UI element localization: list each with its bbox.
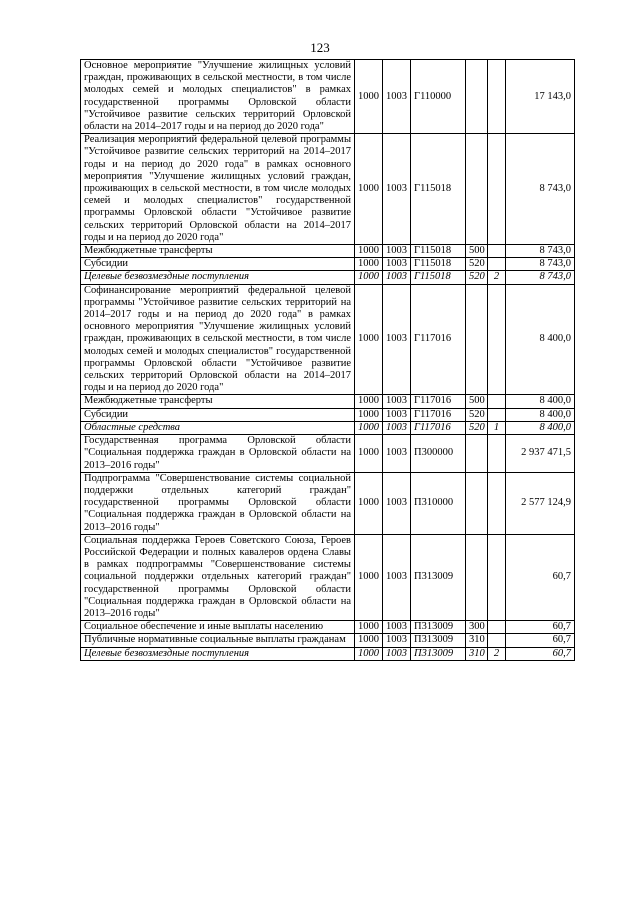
table-row [81, 435, 575, 473]
target-article-cell: П313009 [411, 534, 466, 620]
subsection-code-cell: 1003 [383, 534, 411, 620]
row-name-cell: Субсидии [81, 258, 355, 271]
expense-type-cell: 520 [466, 271, 488, 284]
amount-cell: 8 743,0 [506, 271, 575, 284]
target-article-cell: Г110000 [411, 60, 466, 134]
amount-cell: 60,7 [506, 634, 575, 647]
expense-type-cell: 310 [466, 634, 488, 647]
expense-type-cell [466, 534, 488, 620]
expense-type-cell [466, 134, 488, 245]
subsection-code-cell: 1003 [383, 395, 411, 408]
funding-source-cell [488, 621, 506, 634]
expense-type-cell: 310 [466, 647, 488, 660]
row-name-cell: Целевые безвозмездные поступления [81, 647, 355, 660]
subsection-code-cell: 1003 [383, 284, 411, 395]
row-name-cell: Целевые безвозмездные поступления [81, 271, 355, 284]
table-row [81, 472, 575, 534]
amount-cell: 8 400,0 [506, 395, 575, 408]
subsection-code-cell: 1003 [383, 621, 411, 634]
row-name-cell: Реализация мероприятий федеральной целевой программы "Устойчивое развитие сельских территорий на 2014–2017 годы и на период до 2020 года" в рамках основного мероприятия "Улучшение жилищных условий граждан, проживающих в сельской местности, в том числе молодых семей и молодых специалистов" государственной программы Орловской области "Устойчивое развитие сельских территорий Орловской области на 2014–2017 годы и на период до 2020 года" [81, 134, 355, 245]
expense-type-cell: 500 [466, 245, 488, 258]
subsection-code-cell: 1003 [383, 421, 411, 434]
section-code-cell: 1000 [355, 421, 383, 434]
expense-type-cell: 300 [466, 621, 488, 634]
row-name-cell: Основное мероприятие "Улучшение жилищных условий граждан, проживающих в сельской местности, в том числе молодых семей и молодых специалистов" в рамках государственной программы Орловской области "Устойчивое развитие сельских территорий Орловской области на 2014–2017 годы и на период до 2020 года" [81, 60, 355, 134]
funding-source-cell [488, 284, 506, 395]
budget-table [80, 59, 575, 661]
funding-source-cell [488, 258, 506, 271]
amount-cell: 60,7 [506, 534, 575, 620]
section-code-cell: 1000 [355, 245, 383, 258]
amount-cell: 2 937 471,5 [506, 435, 575, 473]
amount-cell: 8 743,0 [506, 245, 575, 258]
subsection-code-cell: 1003 [383, 271, 411, 284]
row-name-cell: Межбюджетные трансферты [81, 395, 355, 408]
expense-type-cell [466, 284, 488, 395]
section-code-cell: 1000 [355, 634, 383, 647]
row-name-cell: Публичные нормативные социальные выплаты гражданам [81, 634, 355, 647]
section-code-cell: 1000 [355, 472, 383, 534]
row-name-cell: Государственная программа Орловской области "Социальная поддержка граждан в Орловской области на 2013–2016 годы" [81, 435, 355, 473]
row-name-cell: Социальное обеспечение и иные выплаты населению [81, 621, 355, 634]
expense-type-cell: 520 [466, 408, 488, 421]
target-article-cell: П310000 [411, 472, 466, 534]
amount-cell: 17 143,0 [506, 60, 575, 134]
amount-cell: 60,7 [506, 647, 575, 660]
funding-source-cell [488, 245, 506, 258]
row-name-cell: Субсидии [81, 408, 355, 421]
target-article-cell: Г115018 [411, 258, 466, 271]
section-code-cell: 1000 [355, 435, 383, 473]
target-article-cell: Г115018 [411, 134, 466, 245]
funding-source-cell: 2 [488, 647, 506, 660]
subsection-code-cell: 1003 [383, 408, 411, 421]
subsection-code-cell: 1003 [383, 245, 411, 258]
table-row [81, 647, 575, 660]
funding-source-cell: 2 [488, 271, 506, 284]
section-code-cell: 1000 [355, 647, 383, 660]
target-article-cell: Г117016 [411, 408, 466, 421]
table-row [81, 395, 575, 408]
subsection-code-cell: 1003 [383, 435, 411, 473]
section-code-cell: 1000 [355, 408, 383, 421]
page-number: 123 [310, 40, 330, 55]
expense-type-cell [466, 435, 488, 473]
section-code-cell: 1000 [355, 258, 383, 271]
funding-source-cell [488, 435, 506, 473]
expense-type-cell [466, 60, 488, 134]
expense-type-cell: 500 [466, 395, 488, 408]
section-code-cell: 1000 [355, 534, 383, 620]
table-row [81, 60, 575, 134]
section-code-cell: 1000 [355, 271, 383, 284]
subsection-code-cell: 1003 [383, 647, 411, 660]
target-article-cell: П313009 [411, 621, 466, 634]
subsection-code-cell: 1003 [383, 60, 411, 134]
target-article-cell: Г115018 [411, 245, 466, 258]
funding-source-cell [488, 134, 506, 245]
table-row [81, 258, 575, 271]
table-row [81, 408, 575, 421]
funding-source-cell [488, 60, 506, 134]
section-code-cell: 1000 [355, 621, 383, 634]
table-row [81, 271, 575, 284]
expense-type-cell: 520 [466, 258, 488, 271]
row-name-cell: Социальная поддержка Героев Советского Союза, Героев Российской Федерации и полных кавалеров ордена Славы в рамках подпрограммы "Совершенствование системы социальной поддержки отдельных категорий граждан" государственной программы Орловской области "Социальная поддержка граждан в Орловской области на 2013–2016 годы" [81, 534, 355, 620]
table-row [81, 245, 575, 258]
subsection-code-cell: 1003 [383, 634, 411, 647]
amount-cell: 8 743,0 [506, 258, 575, 271]
row-name-cell: Межбюджетные трансферты [81, 245, 355, 258]
funding-source-cell [488, 395, 506, 408]
target-article-cell: Г117016 [411, 421, 466, 434]
amount-cell: 60,7 [506, 621, 575, 634]
target-article-cell: П313009 [411, 634, 466, 647]
target-article-cell: П300000 [411, 435, 466, 473]
target-article-cell: П313009 [411, 647, 466, 660]
section-code-cell: 1000 [355, 395, 383, 408]
target-article-cell: Г117016 [411, 395, 466, 408]
funding-source-cell [488, 634, 506, 647]
amount-cell: 2 577 124,9 [506, 472, 575, 534]
table-row [81, 421, 575, 434]
expense-type-cell [466, 472, 488, 534]
row-name-cell: Подпрограмма "Совершенствование системы социальной поддержки отдельных категорий граждан" государственной программы Орловской области "Социальная поддержка граждан в Орловской области на 2013–2016 годы" [81, 472, 355, 534]
amount-cell: 8 400,0 [506, 408, 575, 421]
subsection-code-cell: 1003 [383, 472, 411, 534]
section-code-cell: 1000 [355, 60, 383, 134]
funding-source-cell [488, 408, 506, 421]
table-body [81, 60, 575, 661]
row-name-cell: Софинансирование мероприятий федеральной целевой программы "Устойчивое развитие сельских территорий на 2014–2017 годы и на период до 2020 года" в рамках основного мероприятия "Улучшение жилищных условий граждан, проживающих в сельской местности, в том числе молодых семей и молодых специалистов" государственной программы Орловской области "Устойчивое развитие сельских территорий Орловской области на 2014–2017 годы и на период до 2020 года" [81, 284, 355, 395]
subsection-code-cell: 1003 [383, 134, 411, 245]
amount-cell: 8 400,0 [506, 284, 575, 395]
expense-type-cell: 520 [466, 421, 488, 434]
target-article-cell: Г115018 [411, 271, 466, 284]
table-row [81, 534, 575, 620]
table-row [81, 134, 575, 245]
subsection-code-cell: 1003 [383, 258, 411, 271]
amount-cell: 8 400,0 [506, 421, 575, 434]
funding-source-cell: 1 [488, 421, 506, 434]
amount-cell: 8 743,0 [506, 134, 575, 245]
table-row [81, 284, 575, 395]
row-name-cell: Областные средства [81, 421, 355, 434]
table-row [81, 621, 575, 634]
funding-source-cell [488, 472, 506, 534]
table-row [81, 634, 575, 647]
funding-source-cell [488, 534, 506, 620]
section-code-cell: 1000 [355, 284, 383, 395]
target-article-cell: Г117016 [411, 284, 466, 395]
section-code-cell: 1000 [355, 134, 383, 245]
